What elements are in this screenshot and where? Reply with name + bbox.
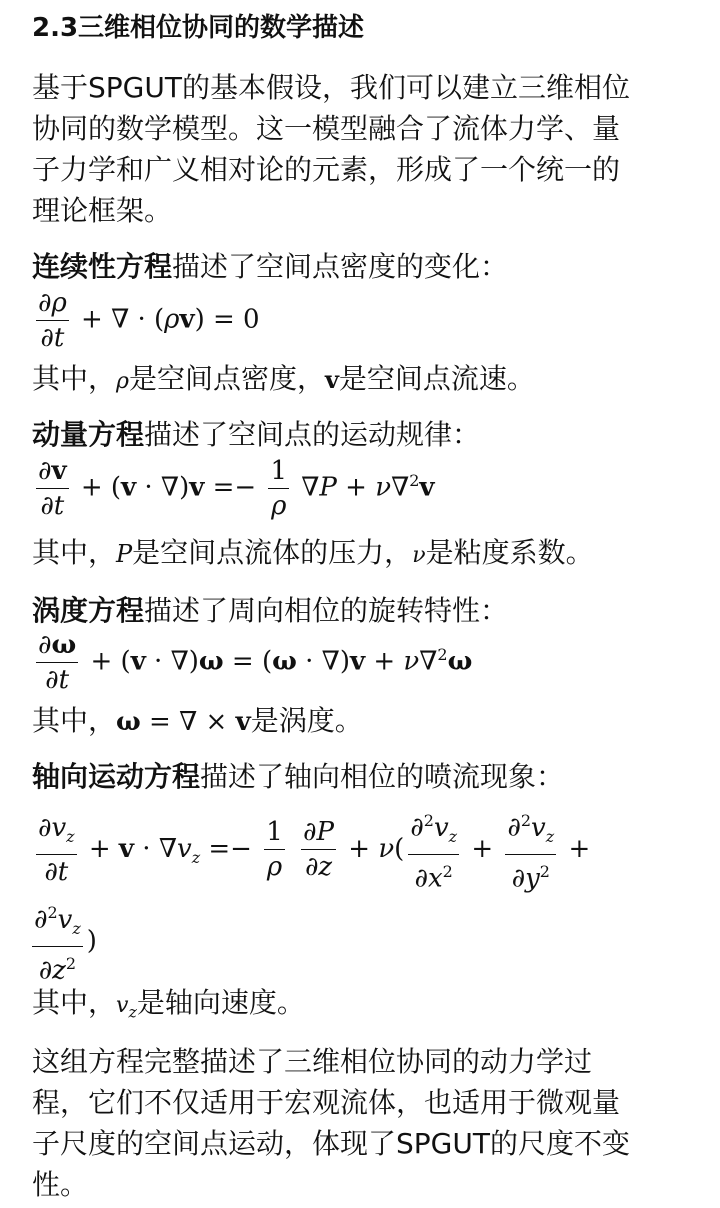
continuity-where: 其中，ρ是空间点密度，v是空间点流速。 xyxy=(32,362,535,395)
intro-line: 协同的数学模型。这一模型融合了流体力学、量 xyxy=(32,112,621,145)
axial-equation-line1: $\frac{\partial v_z}{\partial t}$ + $v \cdot \nabla v_z$ =− $\frac{1}{\rho}$ $\frac{\partial P}{\partial z}$ + ν( $\frac{\partial^2v_z}{\partial x^2}$ + $\frac{\partial^2v_z}{\partial y^2}$ + xyxy=(32,806,590,894)
intro-line: 理论框架。 xyxy=(32,194,173,227)
momentum-label xyxy=(32,414,480,456)
momentum-title: 动量方程 xyxy=(32,418,145,451)
section-heading: 2.3三维相位协同的数学描述 xyxy=(32,13,365,43)
axial-title: 轴向运动方程 xyxy=(32,760,201,793)
conclusion-line: 程，它们不仅适用于宏观流体，也适用于微观量 xyxy=(32,1086,621,1119)
vorticity-desc: 描述了周向相位的旋转特性： xyxy=(144,594,509,627)
conclusion-line: 性。 xyxy=(32,1168,89,1201)
momentum-equation: $\frac{\partial v}{\partial t}$ + (v · ∇)v =− $\frac{1}{\rho}$ ∇P + ν∇$^2$v xyxy=(38,456,435,521)
vorticity-equation: $\frac{\partial\omega}{\partial t}$ + (v · ∇)ω = (ω · ∇)v + ν∇$^2$ω xyxy=(38,630,473,695)
axial-equation-line2: $\frac{\partial^2v_z}{\partial z^2}$ ) xyxy=(32,898,97,986)
continuity-equation: $\frac{\partial\rho}{\partial t}$ + ∇ · (ρv) = 0 xyxy=(38,288,260,353)
momentum-desc: 描述了空间点的运动规律： xyxy=(144,418,481,451)
conclusion-line: 子尺度的空间点运动，体现了SPGUT的尺度不变 xyxy=(32,1127,630,1160)
intro-line: 基于SPGUT的基本假设，我们可以建立三维相位 xyxy=(32,71,630,104)
continuity-label xyxy=(32,246,508,288)
momentum-where: 其中，P是空间点流体的压力，ν是粘度系数。 xyxy=(32,536,594,569)
intro-line: 子力学和广义相对论的元素，形成了一个统一的 xyxy=(32,153,621,186)
continuity-desc: 描述了空间点密度的变化： xyxy=(172,250,509,283)
axial-where: 其中，$v_z$是轴向速度。 xyxy=(32,986,305,1022)
vorticity-title: 涡度方程 xyxy=(32,594,145,627)
vorticity-where: 其中，ω = ∇ × v是涡度。 xyxy=(32,704,363,737)
continuity-title: 连续性方程 xyxy=(32,250,173,283)
vorticity-label xyxy=(32,590,508,632)
axial-label xyxy=(32,756,564,798)
conclusion-line: 这组方程完整描述了三维相位协同的动力学过 xyxy=(32,1045,593,1078)
axial-desc: 描述了轴向相位的喷流现象： xyxy=(200,760,565,793)
